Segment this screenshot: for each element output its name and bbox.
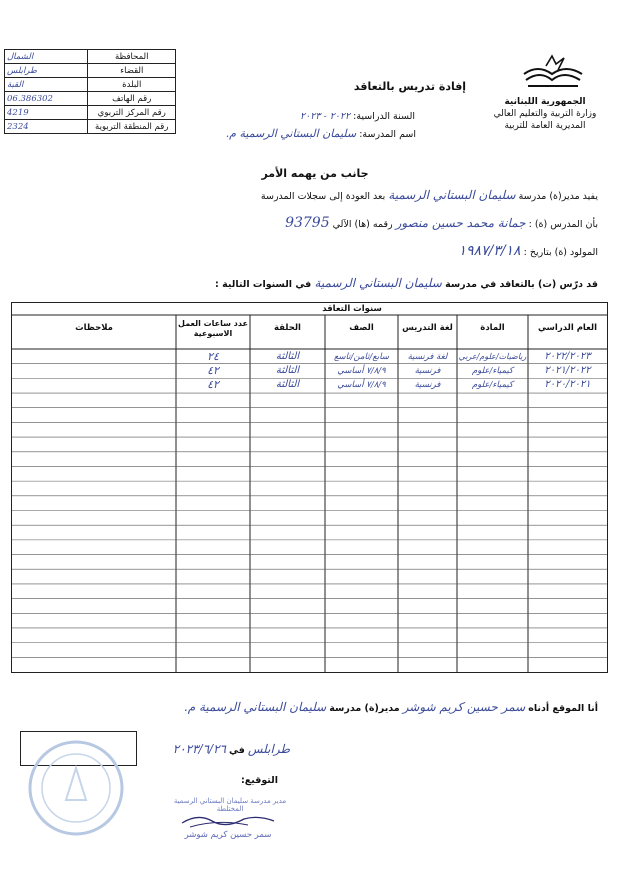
info-row (5, 64, 176, 78)
info-row (5, 78, 176, 92)
cell-language: لغة فرنسية (407, 352, 448, 362)
teacher-id-handwritten: 93795 (285, 215, 330, 231)
document-title: إفادة تدريس بالتعاقد (353, 80, 467, 93)
signature-label: التوقيع: (240, 775, 278, 786)
printed-signer-name: سمر حسين كريم شوشر (184, 830, 272, 840)
cell-grade: سابع/ثامن/تاسع (334, 352, 389, 362)
ministry-logo-icon (518, 52, 588, 94)
year-value: ٢٠٢٢ - ٢٠٢٣ (300, 111, 351, 122)
info-label: رقم المنطقة التربوية (88, 120, 176, 134)
col-header-grade: الصف (349, 323, 374, 333)
school-name-handwritten: سليمان البستاني الرسمية (314, 276, 442, 290)
cell-cycle: الثالثة (275, 351, 300, 362)
info-row (5, 92, 176, 106)
info-label: رقم الهاتف (88, 92, 176, 106)
body-text: رقمه (ها) الآلي (332, 219, 393, 230)
cell-grade: ٧/٨/٩ أساسي (337, 380, 386, 390)
cell-cycle: الثالثة (275, 379, 300, 390)
footer-signer-line (28, 700, 598, 714)
info-value: الشمال (5, 50, 88, 64)
school-label: اسم المدرسة: (359, 129, 416, 140)
cell-subject: رياضيات/علوم/عربي (458, 352, 527, 361)
year-line (180, 111, 415, 122)
date-handwritten: ٢٠٢٣/٦/٢٦ (172, 742, 226, 756)
info-label: البلدة (88, 78, 176, 92)
body-line-3 (338, 243, 598, 259)
body-text: قد درّس (ت) بالتعاقد في مدرسة (445, 279, 598, 290)
info-value: 4219 (5, 106, 88, 120)
contract-years-table (11, 302, 608, 673)
body-text: في السنوات التالية : (215, 279, 312, 290)
info-row (5, 120, 176, 134)
role-school-handwritten: سليمان البستاني الرسمية م. (183, 700, 327, 714)
info-value: طرابلس (5, 64, 88, 78)
signer-label: أنا الموقع أدناه (528, 703, 598, 714)
org-line-1: الجمهورية اللبنانية (504, 97, 586, 107)
body-line-4 (178, 276, 598, 290)
birth-date-handwritten: ١٩٨٧/٣/١٨ (458, 243, 521, 259)
in-label: في (229, 745, 245, 756)
year-label: السنة الدراسية: (353, 111, 415, 122)
col-header-language: لغة التدريس (402, 323, 453, 333)
cell-hours: ٢٤ (207, 350, 219, 363)
school-info-table (4, 49, 176, 134)
body-line-2 (178, 215, 598, 231)
ministry-header (480, 96, 610, 132)
info-label: رقم المركز التربوي (88, 106, 176, 120)
place-handwritten: طرابلس (247, 742, 290, 756)
org-line-2: وزارة التربية والتعليم العالي (493, 109, 597, 119)
info-label: القضاء (88, 64, 176, 78)
org-line-3: المديرية العامة للتربية (504, 121, 586, 131)
body-text: بأن المدرس (ة) : (528, 219, 598, 230)
contract-years-header: سنوات التعاقد (322, 304, 382, 314)
school-value: سليمان البستاني الرسمية م. (225, 127, 357, 140)
info-row (5, 50, 176, 64)
info-row (5, 106, 176, 120)
col-header-notes: ملاحظات (75, 323, 113, 333)
cell-subject: كيمياء/علوم (471, 366, 514, 376)
body-text: يفيد مدير(ة) مدرسة (518, 191, 598, 202)
page-subtitle: جانب من يهمه الأمر (261, 167, 369, 180)
info-value: القبة (5, 78, 88, 92)
info-value: 06.386302 (5, 92, 88, 106)
signature-scribble-icon (178, 809, 278, 831)
cell-hours: ٤٢ (207, 378, 219, 391)
body-text: بعد العودة إلى سجلات المدرسة (260, 191, 386, 202)
col-header-year: العام الدراسي (537, 323, 598, 333)
place-date-line (140, 742, 290, 756)
info-label: المحافظة (88, 50, 176, 64)
cell-hours: ٤٢ (207, 364, 219, 377)
cell-subject: كيمياء/علوم (471, 380, 514, 390)
cell-language: فرنسية (414, 366, 441, 376)
school-line (178, 127, 416, 140)
col-header-cycle: الحلقة (274, 323, 301, 333)
body-line-1 (208, 188, 598, 202)
stamp-text: مدير مدرسة سليمان البستاني الرسمية المختلطة (173, 797, 287, 813)
col-header-hours: عدد ساعات العمل الاسبوعية (178, 319, 248, 338)
cell-language: فرنسية (414, 380, 441, 390)
cell-year: ٢٠٢٠/٢٠٢١ (544, 379, 591, 390)
cell-cycle: الثالثة (275, 365, 300, 376)
cell-year: ٢٠٢١/٢٠٢٢ (544, 365, 591, 376)
teacher-name-handwritten: جمانة محمد حسين منصور (395, 216, 526, 230)
info-value: 2324 (5, 120, 88, 134)
cell-year: ٢٠٢٢/٢٠٢٣ (544, 351, 591, 362)
body-text: المولود (ة) بتاريخ : (523, 247, 598, 258)
signer-name-handwritten: سمر حسين كريم شوشر (402, 700, 526, 714)
official-stamp-icon (26, 738, 126, 838)
col-header-subject: المادة (480, 323, 505, 333)
school-name-handwritten: سليمان البستاني الرسمية (388, 188, 516, 202)
role-label: مدير(ة) مدرسة (329, 703, 400, 714)
cell-grade: ٧/٨/٩ أساسي (337, 366, 386, 376)
